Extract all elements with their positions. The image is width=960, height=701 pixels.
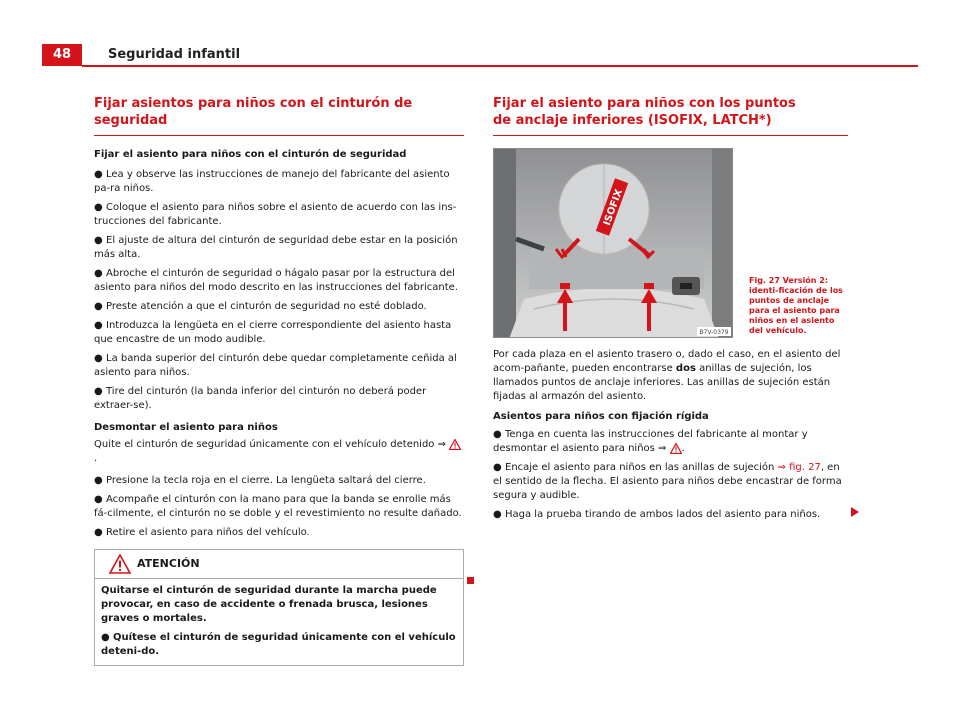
list-item: ● Introduzca la lengüeta en el cierre correspondiente del asiento hasta que encastre de un modo audible. [94,320,452,345]
section-end-marker [467,577,474,584]
list-item: ● Haga la prueba tirando de ambos lados del asiento para niños. [493,509,821,520]
warning-triangle-icon[interactable] [670,443,682,454]
page-number: 48 [42,44,82,66]
list-item: ● El ajuste de altura del cinturón de seguridad debe estar en la posición más alta. [94,235,458,260]
anchor-paragraph: Por cada plaza en el asiento trasero o, dado el caso, en el asiento del acom-pañante, pueden encontrarse dos anillas de sujeción, los llamados puntos de anclaje inferiores. Las anillas de sujeción están fijadas al armazón del asiento. [493,349,841,402]
attention-body [95,579,463,665]
figure-link[interactable]: ⇒ fig. 27 [777,462,821,473]
heading-rule [493,135,848,136]
right-column [493,95,848,527]
list-item: ● Tire del cinturón (la banda inferior del cinturón no deberá poder extraer-se). [94,386,427,411]
attention-text: Quitarse el cinturón de seguridad durante la marcha puede provocar, en caso de accidente o frenada brusca, lesiones graves o mortales. [101,585,437,624]
section-heading-left: Fijar asientos para niños con el cinturón de seguridad [94,96,413,128]
warning-triangle-icon[interactable] [449,439,461,450]
figure-code: B7V-0379 [699,329,729,336]
figure-image [493,148,733,338]
figure-caption: Fig. 27 Versión 2: identi-ficación de los puntos de anclaje para el asiento para niños en el asiento del vehículo. [749,276,843,335]
list-item: ● Lea y observe las instrucciones de manejo del fabricante del asiento pa-ra niños. [94,169,450,194]
page-title: Seguridad infantil [108,47,241,62]
list-item: ● La banda superior del cinturón debe quedar completamente ceñida al asiento para niños. [94,353,457,378]
list-item: ● Abroche el cinturón de seguridad o hágalo pasar por la estructura del asiento para niños del modo descrito en las instrucciones del fabricante. [94,268,458,293]
warning-triangle-icon [109,554,131,574]
isofix-badge-text: ISOFIX [601,187,626,228]
attention-header [95,550,463,579]
seat-illustration [494,149,733,338]
heading-rule [94,135,464,136]
remove-paragraph: Quite el cinturón de seguridad únicamente con el vehículo detenido ⇒ . [94,438,464,466]
section-heading-right: Fijar el asiento para niños con los puntos de anclaje inferiores (ISOFIX, LATCH*) [493,96,796,128]
list-item: ● Preste atención a que el cinturón de seguridad no esté doblado. [94,301,427,312]
list-item: ● Coloque el asiento para niños sobre el asiento de acuerdo con las ins-trucciones del fabricante. [94,202,457,227]
subheading-rigid: Asientos para niños con fijación rígida [493,411,709,422]
list-item: ● Retire el asiento para niños del vehículo. [94,527,310,538]
subheading-remove: Desmontar el asiento para niños [94,422,278,433]
subheading-fix: Fijar el asiento para niños con el cinturón de seguridad [94,149,407,160]
list-item: ● Tenga en cuenta las instrucciones del fabricante al montar y desmontar el asiento para niños ⇒ . [493,429,808,454]
list-item: ● Presione la tecla roja en el cierre. La lengüeta saltará del cierre. [94,475,426,486]
attention-bullet: ● Quítese el cinturón de seguridad únicamente con el vehículo deteni-do. [101,632,456,657]
list-item: ● Encaje el asiento para niños en las anillas de sujeción ⇒ fig. 27, en el sentido de la flecha. El asiento para niños debe encastrar de forma segura y audible. [493,462,842,501]
left-column [94,95,464,666]
continue-arrow-icon [850,507,860,517]
attention-label: ATENCIÓN [137,557,200,570]
figure [493,148,848,338]
header-rule [82,65,918,67]
list-item: ● Acompañe el cinturón con la mano para que la banda se enrolle más fá-cilmente, el cinturón no se doble y el revestimiento no resulte dañado. [94,494,462,519]
attention-box [94,549,464,666]
